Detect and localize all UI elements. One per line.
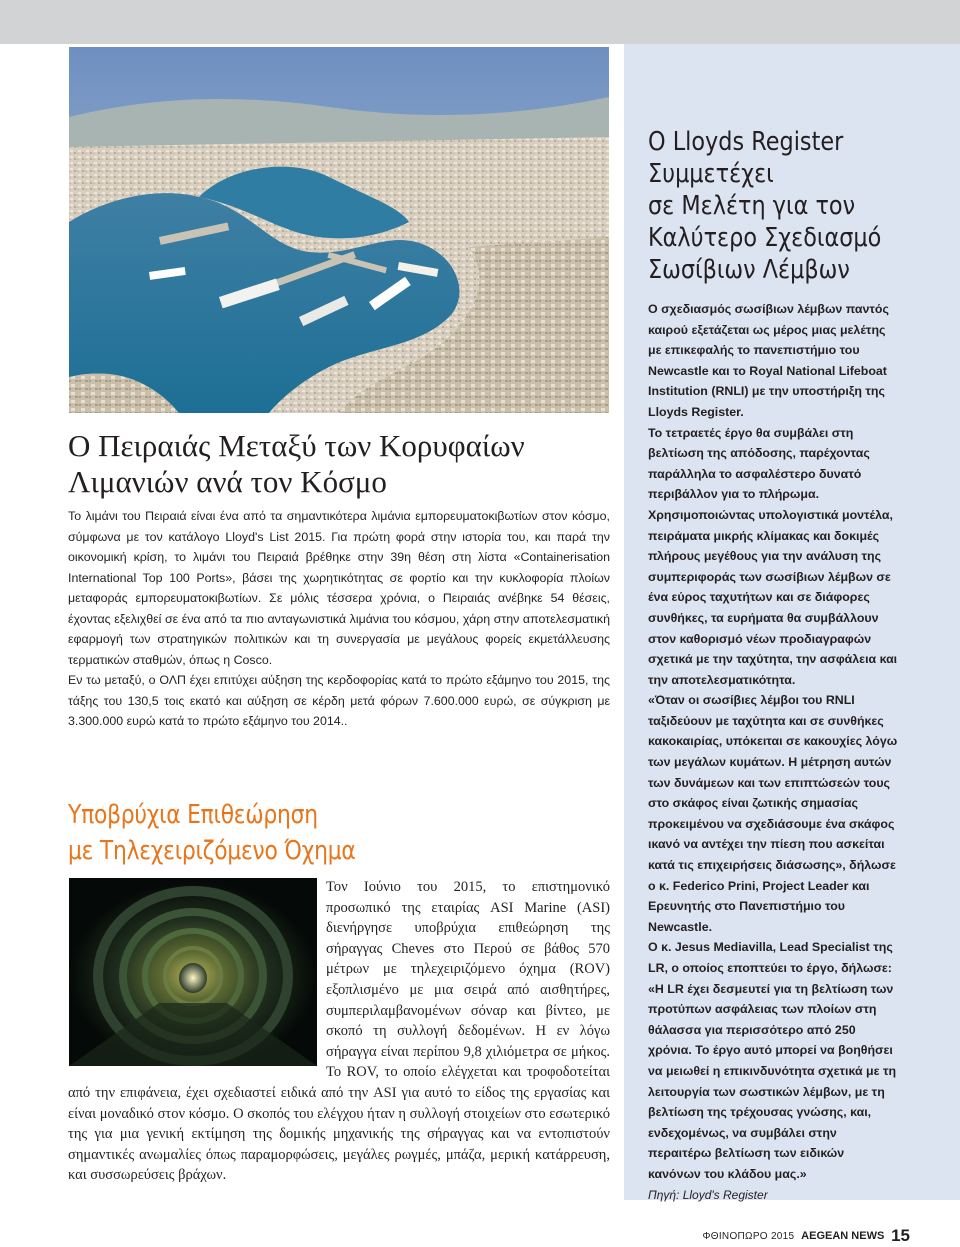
main-title-line-1: Ο Πειραιάς Μεταξύ των Κορυφαίων: [68, 428, 525, 463]
sidebar-source: Πηγή: Lloyd's Register: [648, 1187, 768, 1202]
sidebar-paragraph-2: Το τετραετές έργο θα συμβάλει στη βελτίωση της απόδοσης, παρέχοντας παράλληλα το ασφαλέστερο δυνατό περιβάλλον για το πλήρωμα.: [648, 425, 870, 502]
sidebar-title-line-5: Σωσίβιων Λέμβων: [648, 255, 850, 285]
page-number: 15: [891, 1226, 910, 1245]
top-band: [0, 0, 960, 44]
sidebar-title-line-2: Συμμετέχει: [648, 159, 774, 189]
sidebar-body: [648, 299, 898, 1205]
sidebar-title: [648, 126, 906, 286]
photo-text-wrap: [68, 877, 326, 1063]
piraeus-article-body: [68, 506, 610, 732]
rov-title-line-2: με Τηλεχειριζόμενο Όχημα: [68, 836, 356, 866]
piraeus-harbor-photo: [69, 47, 609, 413]
rov-article-body: [68, 877, 610, 1186]
piraeus-paragraph-1: Το λιμάνι του Πειραιά είναι ένα από τα σημαντικότερα λιμάνια εμπορευματοκιβωτίων στον κόσμο, σύμφωνα με τον κατάλογο Lloyd's List 2015. Για πρώτη φορά στην ιστορία του, και παρά την οικονομική κρίση, το λιμάνι του Πειραιά βρέθηκε στην 39η θέση στη λίστα «Containerisation International Top 100 Ports», βάσει της χωρητικότητας σε φορτίο και την κυκλοφορία πλοίων μεταφοράς εμπορευματοκιβωτίων. Σε μόλις τέσσερα χρόνια, ο Πειραιάς ανέβηκε 54 θέσεις, έχοντας εξελιχθεί σε ένα από τα πιο ανταγωνιστικά λιμάνια του κόσμου, χάρη στην αποτελεσματική εφαρμογή των στρατηγικών πολιτικών και τη συνεργασία με μεγάλους φορείς εκμετάλλευσης τερματικών σταθμών, όπως η Cosco.: [68, 509, 610, 667]
sidebar-title-line-3: σε Μελέτη για τον: [648, 191, 856, 221]
footer-magazine-name: AEGEAN NEWS: [801, 1230, 885, 1242]
sidebar-title-line-1: Ο Lloyds Register: [648, 127, 844, 157]
sidebar-paragraph-1: Ο σχεδιασμός σωσίβιων λέμβων παντός καιρού εξετάζεται ως μέρος μιας μελέτης με επικεφαλής το πανεπιστήμιο του Newcastle και το Royal National Lifeboat Institution (RNLI) με την υποστήριξη της Lloyds Register.: [648, 302, 889, 419]
main-article-title: [68, 428, 628, 500]
rov-article-title: [68, 797, 538, 869]
sidebar-paragraph-4: «Όταν οι σωσίβιες λέμβοι του RNLI ταξιδεύουν με ταχύτητα και σε συνθήκες κακοκαιρίας, υπόκειται σε κακουχίες λόγω των μεγάλων κυμάτων. Η μέτρηση αυτών των δυνάμεων και των επιπτώσεών τους στο σκάφος είναι ζωτικής σημασίας προκειμένου να σχεδιάσουμε ένα σκάφος ικανό να αντέχει την πίεση που ασκείται κατά τις επιχειρήσεις διάσωσης», δήλωσε ο κ. Federico Prini, Project Leader και Ερευνητής στο Πανεπιστήμιο του Newcastle.: [648, 693, 898, 934]
rov-title-line-1: Υποβρύχια Επιθεώρηση: [68, 800, 318, 830]
sidebar-paragraph-5: Ο κ. Jesus Mediavilla, Lead Specialist της LR, ο οποίος εποπτεύει το έργο, δήλωσε: «Η LR έχει δεσμευτεί για τη βελτίωση των προτύπων ασφάλειας των πλοίων στη θάλασσα για περισσότερο από 250 χρόνια. Το έργο αυτό μπορεί να βοηθήσει να μειωθεί η επικινδυνότητα σχετικά με τη λειτουργία των σωστικών λέμβων, με τη βελτίωση της τρέχουσας γνώσης, και, ενδεχομένως, να συμβάλει στην περαιτέρω βελτίωση των ειδικών κανόνων του κλάδου μας.»: [648, 940, 897, 1181]
footer-issue: ΦΘΙΝΟΠΩΡΟ 2015: [702, 1231, 795, 1242]
main-title-line-2: Λιμανιών ανά τον Κόσμο: [68, 464, 387, 499]
piraeus-paragraph-2: Εν τω μεταξύ, ο ΟΛΠ έχει επιτύχει αύξηση της κερδοφορίας κατά το πρώτο εξάμηνο του 2015, της τάξης του 130,5 τοις εκατό και αύξηση σε κέρδη μετά φόρων 7.600.000 ευρώ, σε σύγκριση με 3.300.000 ευρώ κατά το πρώτο εξάμηνο του 2014..: [68, 673, 610, 728]
sidebar-title-line-4: Καλύτερο Σχεδιασμό: [648, 223, 882, 253]
rov-paragraph: Τον Ιούνιο του 2015, το επιστημονικό προσωπικό της εταιρίας ASI Marine (ASI) διενήργησε υποβρύχια επιθεώρηση της σήραγγας Cheves στο Περού σε βάθος 570 μέτρων με τηλεχειριζόμενο όχημα (ROV) εξοπλισμένο με μια σειρά από αισθητήρες, συμπεριλαμβανομένων σόναρ και βίντεο, με σκοπό τη συλλογή δεδομένων. Η εν λόγω σήραγγα είναι περίπου 9,8 χιλιόμετρα σε μήκος. Το ROV, το οποίο ελέγχεται και τροφοδοτείται από την επιφάνεια, έχει σχεδιαστεί ειδικά από την ASI για αυτό το είδος της εργασίας και είναι μοναδικό στον κόσμο. Ο σκοπός του ελέγχου ήταν η συλλογή στοιχείων στο εσωτερικό της για μια γενική εκτίμηση της δομικής μηχανικής της σήραγγας και να εντοπιστούν σημαντικές ανωμαλίες όπως παραμορφώσεις, μεγάλες ρωγμές, μπάζα, μερική κατάρρευση, και συσσωρεύσεις βράχων.: [68, 879, 610, 1184]
sidebar-paragraph-3: Χρησιμοποιώντας υπολογιστικά μοντέλα, πειράματα μικρής κλίμακας και δοκιμές πλήρους μεγέθους για την ανάλυση της συμπεριφοράς των σωσίβιων λέμβων σε ένα εύρος ταχυτήτων και σε διάφορες συνθήκες, τα ευρήματα θα συμβάλλουν στον καθορισμό νέων προδιαγραφών σχετικά με την ταχύτητα, την ασφάλεια και την αποτελεσματικότητα.: [648, 507, 898, 687]
page-footer: [702, 1226, 910, 1246]
